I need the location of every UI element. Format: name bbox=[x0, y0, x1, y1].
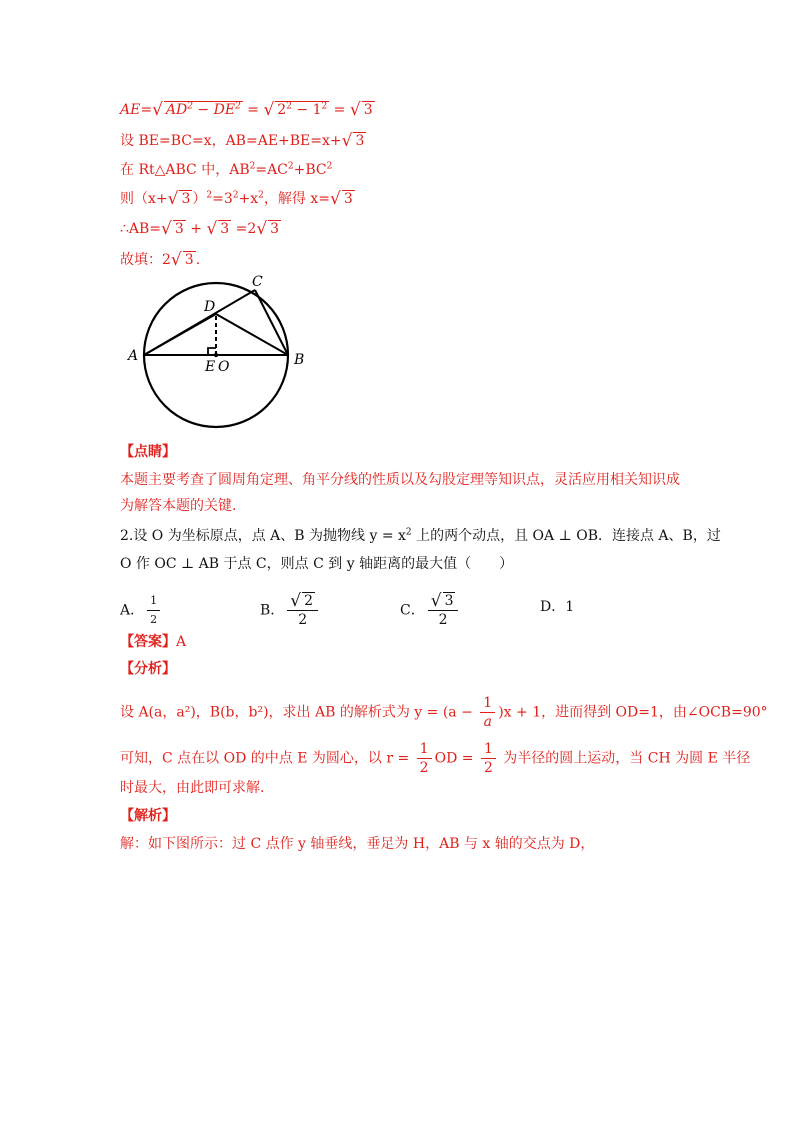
label-e: E bbox=[205, 359, 216, 375]
therefore-post: =2 bbox=[231, 221, 257, 237]
fenxi-line-1 bbox=[120, 694, 768, 731]
answer-title: 【答案】 bbox=[120, 634, 176, 650]
option-b[interactable]: B． $\frac{√ 2}{2}$ bbox=[260, 592, 321, 629]
label-b: B bbox=[294, 352, 305, 368]
fenxi-p2-mid: OD = bbox=[434, 750, 478, 767]
numerator: 1 bbox=[481, 740, 496, 759]
minus-one: − 1 bbox=[291, 102, 322, 118]
dianjing-line-1: 本题主要考查了圆周角定理、角平分线的性质以及勾股定理等知识点，灵活应用相关知识成 bbox=[120, 472, 680, 488]
exp: 2 bbox=[405, 527, 412, 538]
exp: 2 bbox=[287, 161, 294, 172]
option-d[interactable]: D．1 bbox=[540, 599, 575, 615]
numerator: 1 bbox=[480, 694, 495, 713]
radicand: 3 bbox=[363, 102, 373, 118]
radicand: 3 bbox=[444, 593, 454, 609]
pythag-mid: =AC bbox=[255, 162, 288, 178]
numerator: 1 bbox=[417, 740, 432, 759]
plus: + bbox=[185, 221, 207, 237]
dianjing-title: 【点睛】 bbox=[120, 444, 176, 460]
fenxi-title: 【分析】 bbox=[120, 661, 176, 677]
circle-figure bbox=[110, 272, 320, 432]
option-b-label: B． bbox=[260, 602, 285, 619]
fenxi-p1-post: )x + 1，进而得到 OD=1，由∠OCB=90° bbox=[498, 704, 768, 721]
exp: 2 bbox=[232, 190, 239, 201]
option-c-label: C． bbox=[400, 602, 425, 619]
label-a: A bbox=[128, 348, 139, 364]
therefore-pre: ∴AB= bbox=[120, 221, 162, 237]
denominator: 2 bbox=[298, 612, 308, 628]
label-c: C bbox=[252, 274, 263, 290]
solution-line-therefore: ∴AB=√ 3 + √ 3 =2√ 3 bbox=[120, 219, 280, 239]
ae-label: AE= bbox=[120, 102, 153, 118]
exp: 2 bbox=[235, 101, 241, 112]
radicand: 3 bbox=[174, 221, 184, 237]
jiexi-title: 【解析】 bbox=[120, 808, 176, 824]
fenxi-p2-pre: 可知，C 点在以 OD 的中点 E 为圆心，以 r = bbox=[120, 750, 414, 767]
radicand: 3 bbox=[181, 191, 191, 207]
radicand: 2 bbox=[304, 593, 314, 609]
solve-m3: +x bbox=[238, 191, 259, 207]
question-2-line-1 bbox=[120, 526, 721, 546]
solution-line-ae: AE=√ $AD^2 - DE^2$ = √ $2^2 - 1^2$ = √ 3 bbox=[120, 100, 373, 120]
exp: 2 bbox=[206, 190, 213, 201]
q2-pre: 2.设 O 为坐标原点，点 A、B 为抛物线 y = x bbox=[120, 528, 406, 544]
answer-value: A bbox=[176, 634, 187, 650]
exp: 2 bbox=[258, 190, 264, 201]
option-c[interactable]: C． $\frac{√ 3}{2}$ bbox=[400, 592, 461, 629]
radicand: 3 bbox=[355, 133, 365, 149]
q2-post: 上的两个动点，且 OA ⊥ OB．连接点 A、B，过 bbox=[411, 528, 721, 544]
denominator: 2 bbox=[419, 760, 429, 776]
set-text: 设 BE=BC=x，AB=AE+BE=x+ bbox=[120, 133, 342, 149]
radicand: 3 bbox=[220, 221, 230, 237]
solution-line-set: 设 BE=BC=x，AB=AE+BE=x+√ 3 bbox=[120, 131, 365, 151]
exp: 2 bbox=[326, 161, 333, 172]
solve-m2: =3 bbox=[212, 191, 233, 207]
numerator: 1 bbox=[147, 592, 160, 611]
exp: 2 bbox=[249, 161, 256, 172]
label-o: O bbox=[218, 359, 230, 375]
denominator: 2 bbox=[150, 613, 158, 626]
fenxi-line-3: 时最大，由此即可求解. bbox=[120, 780, 265, 796]
denominator: 2 bbox=[483, 760, 493, 776]
segment-ad bbox=[144, 314, 216, 355]
radicand: 3 bbox=[184, 252, 194, 268]
exp: 2 bbox=[286, 101, 292, 112]
solution-line-pythag bbox=[120, 160, 332, 180]
fill-pre: 故填：2 bbox=[120, 252, 171, 268]
option-a-label: A． bbox=[120, 602, 145, 619]
radicand: 3 bbox=[270, 221, 280, 237]
equals: = bbox=[242, 102, 264, 118]
pythag-text: 在 Rt△ABC 中，AB bbox=[120, 162, 250, 178]
fenxi-p2-post: 为半径的圆上运动，当 CH 为圆 E 半径 bbox=[498, 750, 751, 767]
option-a[interactable] bbox=[120, 592, 163, 629]
denominator: 2 bbox=[438, 612, 448, 628]
label-d: D bbox=[204, 299, 216, 315]
point-o bbox=[214, 353, 218, 357]
answer-line bbox=[120, 632, 186, 652]
fenxi-line-2 bbox=[120, 740, 750, 777]
solve-pre: 则（x+ bbox=[120, 191, 168, 207]
ad-text: AD bbox=[165, 102, 188, 118]
fenxi-p1-pre: 设 A(a，a²)，B(b，b²)，求出 AB 的解析式为 y = (a − bbox=[120, 704, 478, 721]
solution-line-solve: 则（x+√ 3 ）$^2=3^2+x^2$，解得 x=√ 3 bbox=[120, 189, 353, 209]
de-text: − DE bbox=[192, 102, 236, 118]
pythag-mid2: +BC bbox=[293, 162, 327, 178]
solve-post: ，解得 x= bbox=[263, 191, 330, 207]
num: 2 bbox=[277, 102, 287, 118]
fill-post: . bbox=[195, 252, 201, 268]
exp: 2 bbox=[187, 101, 193, 112]
jiexi-line-1: 解：如下图所示：过 C 点作 y 轴垂线，垂足为 H，AB 与 x 轴的交点为 D， bbox=[120, 836, 595, 852]
solution-line-fill: 故填：2√ 3 . bbox=[120, 250, 201, 270]
denominator: a bbox=[483, 714, 492, 730]
dianjing-line-2: 为解答本题的关键. bbox=[120, 498, 237, 514]
question-2-line-2: O 作 OC ⊥ AB 于点 C，则点 C 到 y 轴距离的最大值（ ） bbox=[120, 556, 514, 572]
exp: 2 bbox=[321, 101, 328, 112]
solve-mid: ） bbox=[192, 191, 207, 207]
radicand: 3 bbox=[343, 191, 353, 207]
equals: = bbox=[329, 102, 350, 118]
